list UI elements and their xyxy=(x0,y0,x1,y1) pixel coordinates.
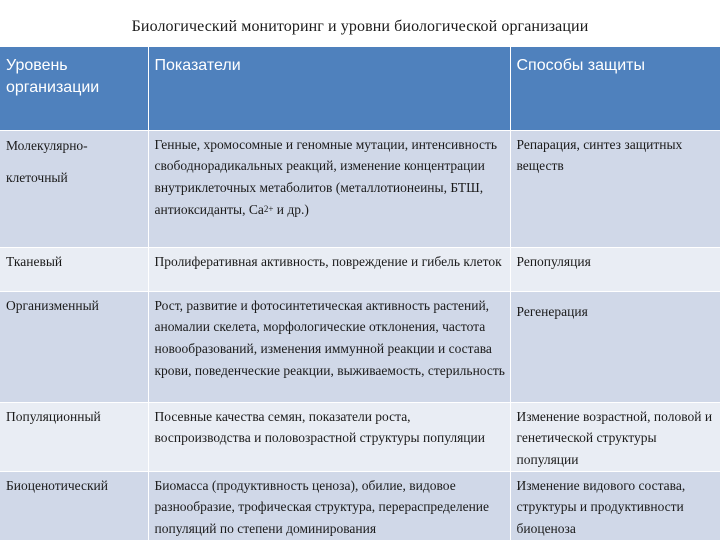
header-indicators: Показатели xyxy=(148,47,510,130)
indicators-cell: Пролиферативная активность, повреждение и гибель клеток xyxy=(148,247,510,291)
indicators-text-tail: и др.) xyxy=(273,201,309,217)
table-row xyxy=(0,247,720,291)
table-row xyxy=(0,291,720,402)
table-row xyxy=(0,471,720,540)
table-row xyxy=(0,130,720,247)
protection-cell: Регенерация xyxy=(510,291,720,402)
indicators-text: Генные, хромосомные и геномные мутации, интенсивность свободнорадикальных реакций, изменение концентрации внутриклеточных метаболитов (металлотионеины, БТШ, антиоксиданты, Са xyxy=(154,136,498,217)
monitoring-table xyxy=(0,47,720,540)
table-header-row xyxy=(0,47,720,130)
level-cell: Биоценотический xyxy=(0,471,148,540)
level-cell xyxy=(0,130,148,247)
indicators-cell: Биомасса (продуктивность ценоза), обилие, видовое разнообразие, трофическая структура, перераспределение популяций по степени доминирования xyxy=(148,471,510,540)
protection-cell: Репарация, синтез защитных веществ xyxy=(510,130,720,247)
level-cell: Организменный xyxy=(0,291,148,402)
table-row xyxy=(0,402,720,471)
indicators-cell: Рост, развитие и фотосинтетическая активность растений, аномалии скелета, морфологические отклонения, частота новообразований, изменения иммунной реакции и состава крови, поведенческие реакции, выживаемость, стерильность xyxy=(148,291,510,402)
charge-superscript: 2+ xyxy=(263,203,274,214)
indicators-cell: Посевные качества семян, показатели роста, воспроизводства и половозрастной структуры популяции xyxy=(148,402,510,471)
protection-cell: Изменение возрастной, половой и генетической структуры популяции xyxy=(510,402,720,471)
level-cell: Тканевый xyxy=(0,247,148,291)
level-label: Молекулярно-клеточный xyxy=(6,137,88,185)
header-protection: Способы защиты xyxy=(510,47,720,130)
protection-cell: Репопуляция xyxy=(510,247,720,291)
monitoring-table-container xyxy=(0,47,720,540)
indicators-cell xyxy=(148,130,510,247)
page-title: Биологический мониторинг и уровни биологической организации xyxy=(131,18,589,35)
level-cell: Популяционный xyxy=(0,402,148,471)
protection-cell: Изменение видового состава, структуры и продуктивности биоценоза xyxy=(510,471,720,540)
header-level: Уровень организации xyxy=(0,47,148,130)
